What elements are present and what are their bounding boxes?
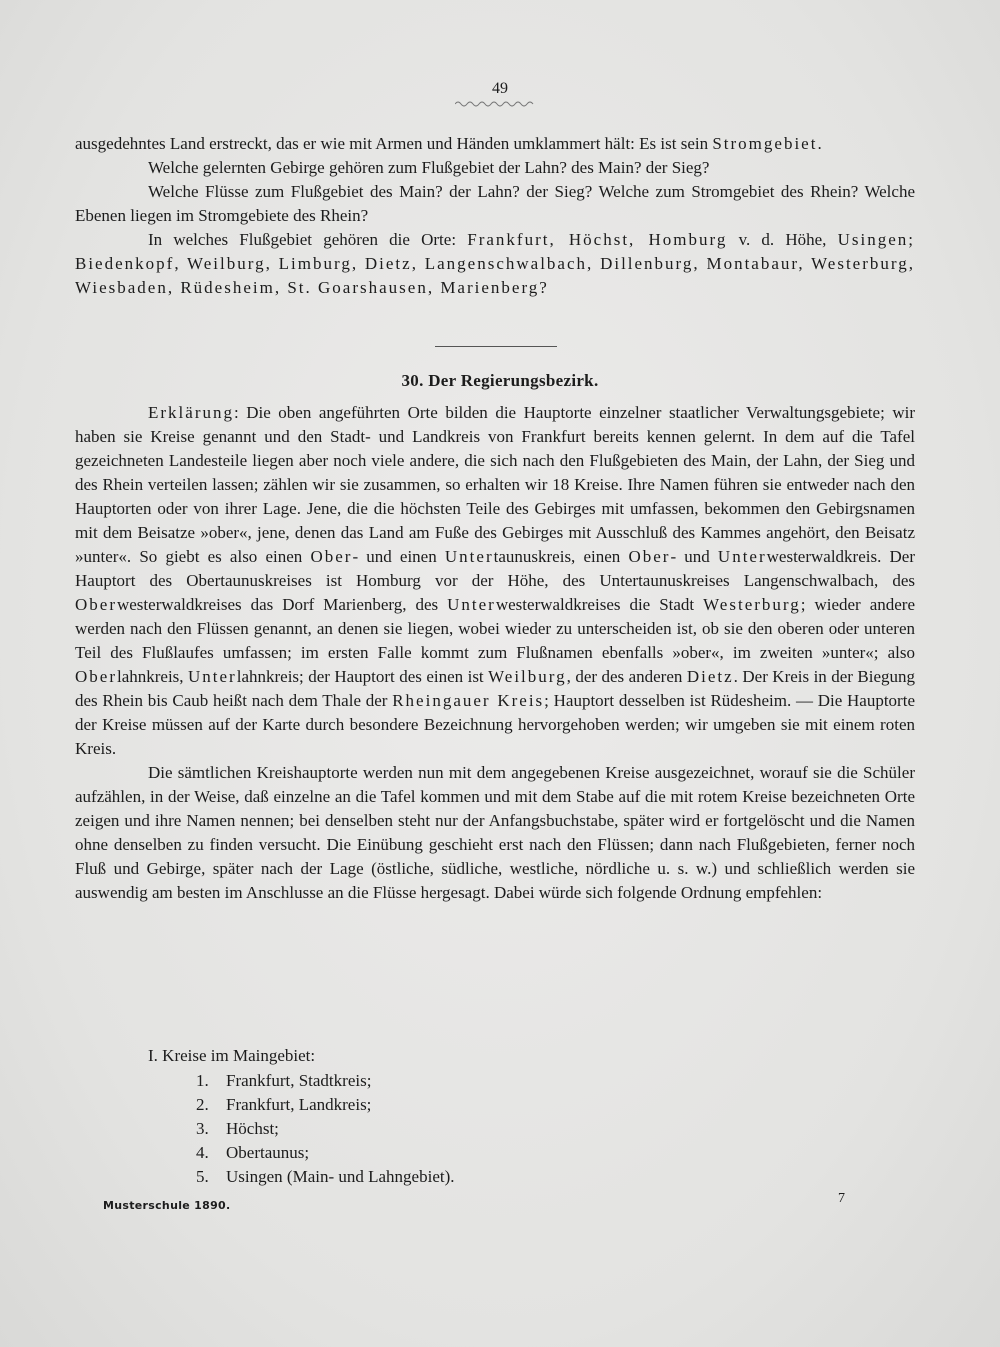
spaced-s11: Weilburg (488, 667, 567, 686)
text-s4: - und (670, 547, 718, 566)
spaced-s2: Ober (310, 547, 353, 566)
spaced-s7: Unter (447, 595, 496, 614)
district-list (196, 1069, 455, 1189)
text-s9: lahnkreis, (116, 667, 188, 686)
spaced-s6: Ober (75, 595, 117, 614)
text-s2: - und einen (352, 547, 445, 566)
text-s12: . Der Kreis in der Biegung des Rhein bis Caub heißt nach dem Thale der (75, 667, 915, 710)
spaced-s4: Ober (628, 547, 671, 566)
intro-spaced-1: Stromgebiet. (712, 134, 824, 153)
list-item (196, 1069, 455, 1093)
list-item-number: 4. (196, 1143, 209, 1162)
list-item (196, 1117, 455, 1141)
list-heading: I. Kreise im Maingebiet: (148, 1046, 316, 1065)
text-s1: : Die oben angeführten Orte bilden die Hauptorte einzelner staatlicher Verwaltungsgebiete; wir haben sie Kreise genannt und den Stadt- und Landkreis von Frankfurt bereits kennen gelernt. In dem auf die Tafel gezeichneten Landesteile liegen aber noch viele andere, die sich nach den Flußgebieten des Main, der Lahn, der Sieg und des Rhein verteilen lassen; zählen wir sie zusammen, so erhalten wir 18 Kreise. Ihre Namen führen sie entweder nach den Hauptorten oder von ihrer Lage. Jene, die die höchsten Teile des Gebirges mit umfassen, bekommen den Gebirgsnamen mit dem Beisatze »ober«, jene, denen das Land am Fuße des Gebirges mit Ausschluß des Kammes angehört, den Beisatz »unter«. So giebt es also einen (75, 403, 915, 566)
text-s11: , der des anderen (566, 667, 687, 686)
spaced-s9: Ober (75, 667, 117, 686)
main-paragraph-2: Die sämtlichen Kreishauptorte werden nun mit dem angegebenen Kreise ausgezeichnet, worauf sie die Schüler aufzählen, in der Weise, daß einzelne an die Tafel kommen und mit dem Stabe auf die mit rotem Kreise bezeichneten Orte zeigen und ihre Namen nennen; bei denselben steht nur der Anfangsbuchstabe, später wird er fortgelöscht und die Namen ohne denselben zu finden versucht. Die Einübung geschieht erst nach den Flüssen; dann nach Flußgebieten, ferner noch Fluß und Gebirge, später nach der Lage (östliche, südliche, westliche, nördliche u. s. w.) und schließlich werden sie auswendig am besten im Anschlusse an die Flüsse hergesagt. Dabei würde sich folgende Ordnung empfehlen: (75, 763, 915, 902)
section-divider (435, 346, 557, 347)
spaced-s5: Unter (717, 547, 767, 566)
list-item-text: Frankfurt, Stadtkreis; (226, 1071, 372, 1090)
text-s7: westerwaldkreises die Stadt (495, 595, 704, 614)
spaced-s8: Westerburg (703, 595, 801, 614)
footer-signature: Musterschule 1890. (103, 1199, 231, 1212)
intro-text-4b: v. d. Höhe, (727, 230, 838, 249)
spaced-s3: Unter (444, 547, 494, 566)
list-item (196, 1165, 455, 1189)
intro-paragraph-2: Welche gelernten Gebirge gehören zum Flußgebiet der Lahn? des Main? der Sieg? (148, 158, 710, 177)
list-item-number: 1. (196, 1071, 209, 1090)
spaced-s13: Rheingauer Kreis (392, 691, 545, 710)
spaced-erklaerung: Erklärung (148, 403, 234, 422)
intro-text-1: ausgedehntes Land erstreckt, das er wie mit Armen und Händen umklammert hält: Es ist sein (75, 134, 713, 153)
text-s8: ; wieder andere werden nach den Flüssen genannt, an denen sie liegen, wobei wieder zu unterscheiden ist, ob sie den oberen oder unteren Teil des Flußlaufes umfassen; im ersten Falle kommt zum Flußnamen ebenfalls »ober«, im zweiten »unter«; also (75, 595, 915, 662)
list-item-text: Frankfurt, Landkreis; (226, 1095, 372, 1114)
list-item-text: Usingen (Main- und Lahngebiet). (226, 1167, 455, 1186)
list-item-number: 3. (196, 1119, 209, 1138)
ornament-squiggle (455, 100, 535, 108)
text-s10: lahnkreis; der Hauptort des einen ist (236, 667, 489, 686)
main-paragraph-1 (75, 401, 915, 761)
main-text (75, 401, 915, 905)
intro-text-4a: In welches Flußgebiet gehören die Orte: (148, 230, 468, 249)
list-item (196, 1141, 455, 1165)
list-item-text: Obertaunus; (226, 1143, 310, 1162)
text-s6: westerwaldkreises das Dorf Marienberg, des (116, 595, 448, 614)
intro-spaced-4a: Frankfurt, Höchst, Homburg (467, 230, 728, 249)
list-item-number: 2. (196, 1095, 209, 1114)
text-s5: westerwaldkreis. Der Hauptort des Obertaunuskreises ist Homburg vor der Höhe, des Untertaunuskreises Langenschwalbach, des (75, 547, 915, 590)
sheet-number: 7 (838, 1191, 845, 1206)
list-item-text: Höchst; (226, 1119, 279, 1138)
page-number: 49 (492, 80, 508, 97)
spaced-s10: Unter (188, 667, 237, 686)
section-heading: 30. Der Regierungsbezirk. (401, 371, 599, 390)
spaced-s12: Dietz (686, 667, 734, 686)
intro-spaced-4b: Usingen; Biedenkopf, Weilburg, Limburg, Dietz, Langenschwalbach, Dillenburg, Montabaur, Westerburg, Wiesbaden, Rüdesheim, St. Goarshausen, Marienberg? (75, 230, 916, 297)
list-item-number: 5. (196, 1167, 209, 1186)
intro-text (75, 132, 915, 300)
intro-paragraph-4 (75, 228, 915, 300)
text-s3: taunuskreis, einen (493, 547, 629, 566)
text-s13: ; Hauptort desselben ist Rüdesheim. — Die Hauptorte der Kreise müssen auf der Karte durch besondere Bezeichnung hervorgehoben werden; wir umgeben sie mit einem roten Kreis. (75, 691, 915, 758)
intro-paragraph-3: Welche Flüsse zum Flußgebiet des Main? der Lahn? der Sieg? Welche zum Stromgebiet des Rhein? Welche Ebenen liegen im Stromgebiete des Rhein? (75, 182, 915, 225)
intro-paragraph-1 (75, 132, 915, 156)
list-item (196, 1093, 455, 1117)
